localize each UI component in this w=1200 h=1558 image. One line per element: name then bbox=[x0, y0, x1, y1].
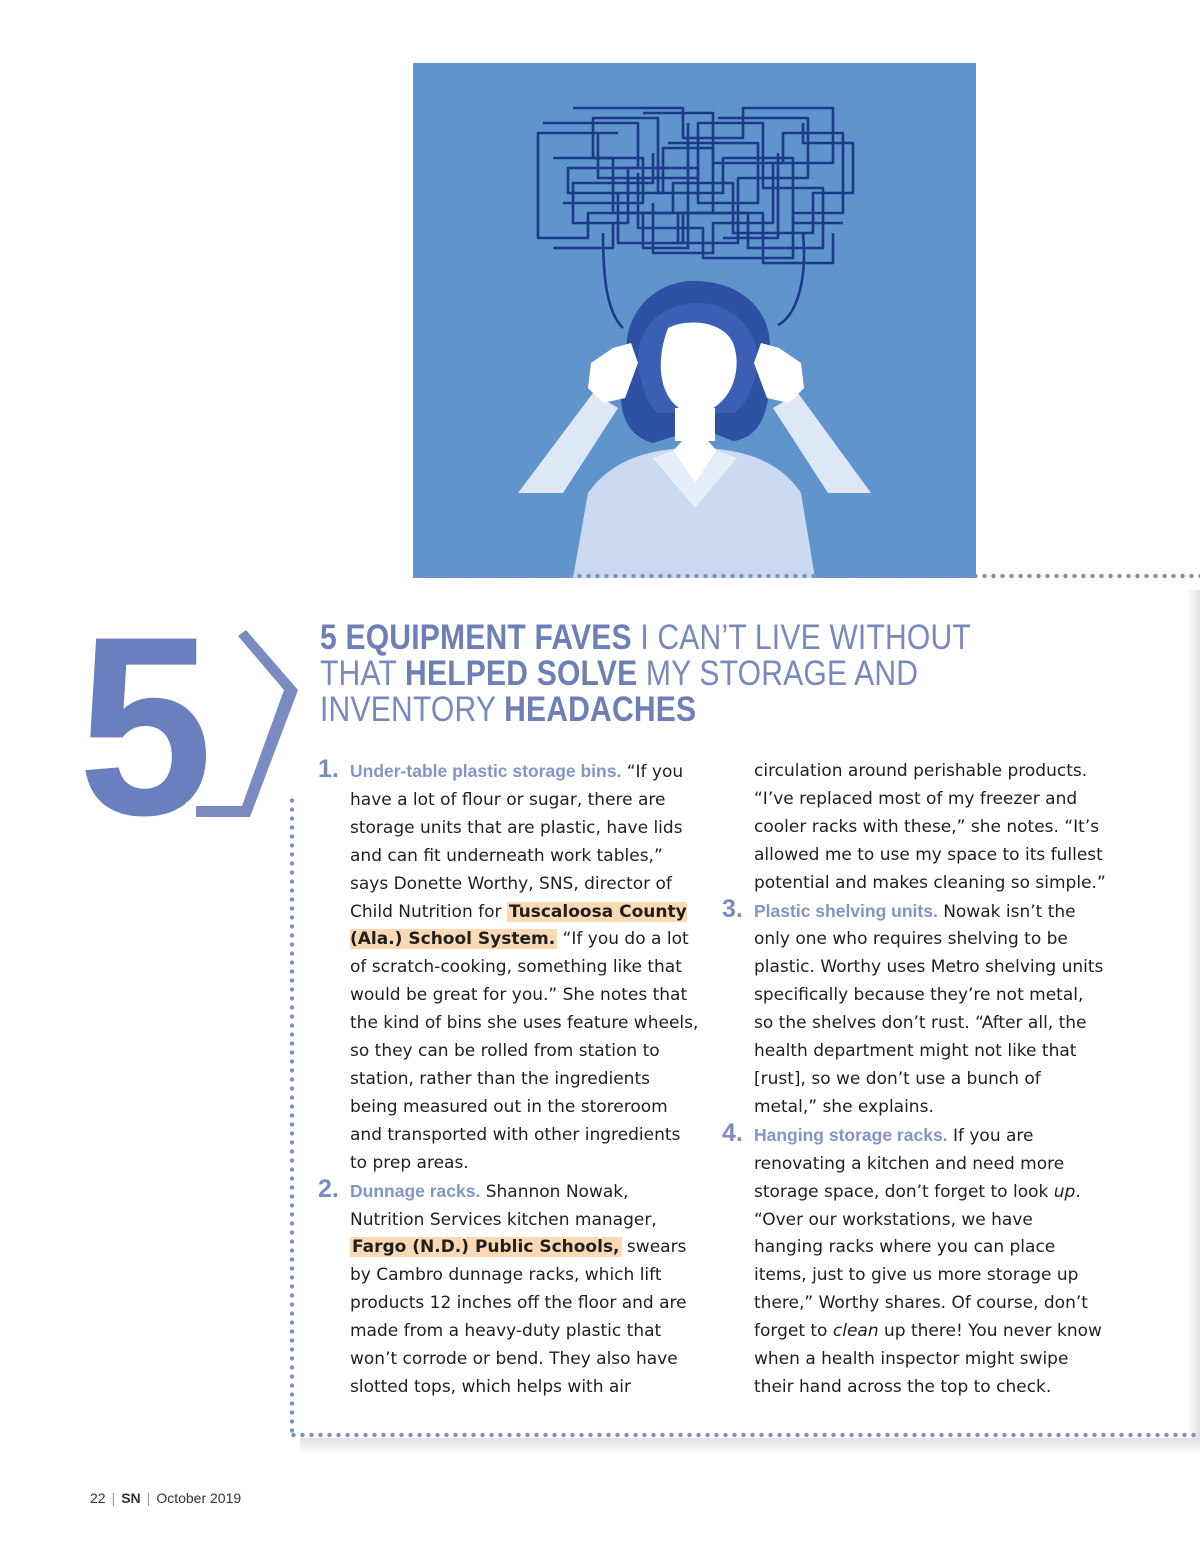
item-text: swears by Cambro dunnage racks, which lift products 12 inches off the floor and are made from a heavy-duty plastic that won’t corrode or bend. They also have slotted tops, which helps with air bbox=[350, 1237, 687, 1397]
item-text: up there! You never know when a health inspector might swipe their hand across the top to check. bbox=[754, 1321, 1102, 1397]
item-number: 1. bbox=[318, 755, 339, 783]
item-emphasis: up bbox=[1053, 1181, 1076, 1202]
number-five-badge bbox=[78, 592, 298, 832]
big-number-five: 5 bbox=[78, 592, 213, 832]
item-number: 2. bbox=[318, 1174, 339, 1203]
article-column-left bbox=[318, 755, 702, 1402]
item-text: circulation around perishable products. “I’ve replaced most of my freezer and cooler racks with these,” she notes. “It’s allowed me to use my space to its fullest potential and makes cleaning so simple.” bbox=[754, 761, 1106, 893]
issue-date: October 2019 bbox=[156, 1490, 242, 1506]
footer-separator: | bbox=[111, 1490, 116, 1506]
item-lead: Under-table plastic storage bins. bbox=[350, 761, 622, 781]
item-lead: Plastic shelving units. bbox=[754, 900, 938, 921]
item-text: “If you have a lot of flour or sugar, there are storage units that are plastic, have lids and can fit underneath work tables,” says Donette Worthy, SNS, director of Child Nutrition for bbox=[350, 762, 684, 922]
item-text: “If you do a lot of scratch-cooking, something like that would be great for you.” She notes that the kind of bins she uses feature wheels, so they can be rolled from station to station, rather than the ingredients being measured out in the storeroom and transported with other ingredients to prep areas. bbox=[350, 929, 699, 1173]
list-item-4 bbox=[722, 1118, 1106, 1402]
list-item-2 bbox=[318, 1174, 702, 1402]
dotted-border-top bbox=[413, 573, 1200, 579]
item-emphasis: clean bbox=[832, 1321, 879, 1342]
item-text: Nowak isn’t the only one who requires shelving to be plastic. Worthy uses Metro shelving units specifically because they’re not metal, so the shelves don’t rust. “After all, the health department might not like that [rust], so we don’t use a bunch of metal,” she explains. bbox=[754, 901, 1104, 1117]
article-headline bbox=[320, 620, 974, 728]
frame-shadow-bottom bbox=[300, 1438, 1200, 1454]
item-lead: Hanging storage racks. bbox=[754, 1124, 948, 1145]
headline-bold-3: HELPED SOLVE bbox=[405, 654, 638, 693]
header-illustration bbox=[413, 63, 976, 578]
item-text: . “Over our workstations, we have hanging racks where you can place items, just to give us more storage up there,” Worthy shares. Of course, don’t forget to bbox=[754, 1181, 1088, 1342]
magazine-brand: SN bbox=[121, 1490, 141, 1506]
dotted-border-bottom bbox=[289, 1432, 1200, 1438]
list-item-3 bbox=[722, 894, 1106, 1122]
highlighted-organization: Tuscaloosa County (Ala.) School System. bbox=[350, 901, 687, 950]
headline-text-2: I CAN’T LIVE WITHOUT THAT bbox=[320, 618, 971, 693]
item-text: Shannon Nowak, Nutrition Services kitchen manager, bbox=[350, 1181, 657, 1230]
list-item-1 bbox=[318, 755, 702, 1178]
item-text: If you are renovating a kitchen and need more storage space, don’t forget to look bbox=[754, 1125, 1065, 1202]
list-item-2-continued bbox=[754, 758, 1106, 898]
item-lead: Dunnage racks. bbox=[350, 1180, 481, 1201]
dotted-border-left bbox=[289, 796, 295, 1436]
item-number: 3. bbox=[722, 894, 743, 923]
article-column-right bbox=[722, 758, 1106, 1402]
woman-tangled-thoughts-icon bbox=[413, 63, 976, 578]
footer-separator: | bbox=[146, 1490, 151, 1506]
item-number: 4. bbox=[722, 1118, 743, 1147]
headline-text-4: MY STORAGE AND INVENTORY bbox=[320, 654, 919, 729]
page-number: 22 bbox=[90, 1490, 106, 1506]
headline-bold-5: HEADACHES bbox=[504, 690, 697, 729]
highlighted-organization: Fargo (N.D.) Public Schools, bbox=[352, 1237, 620, 1258]
frame-shadow-right bbox=[1186, 590, 1200, 1438]
headline-bold-1: 5 EQUIPMENT FAVES bbox=[320, 618, 632, 657]
page-footer bbox=[90, 1490, 241, 1506]
